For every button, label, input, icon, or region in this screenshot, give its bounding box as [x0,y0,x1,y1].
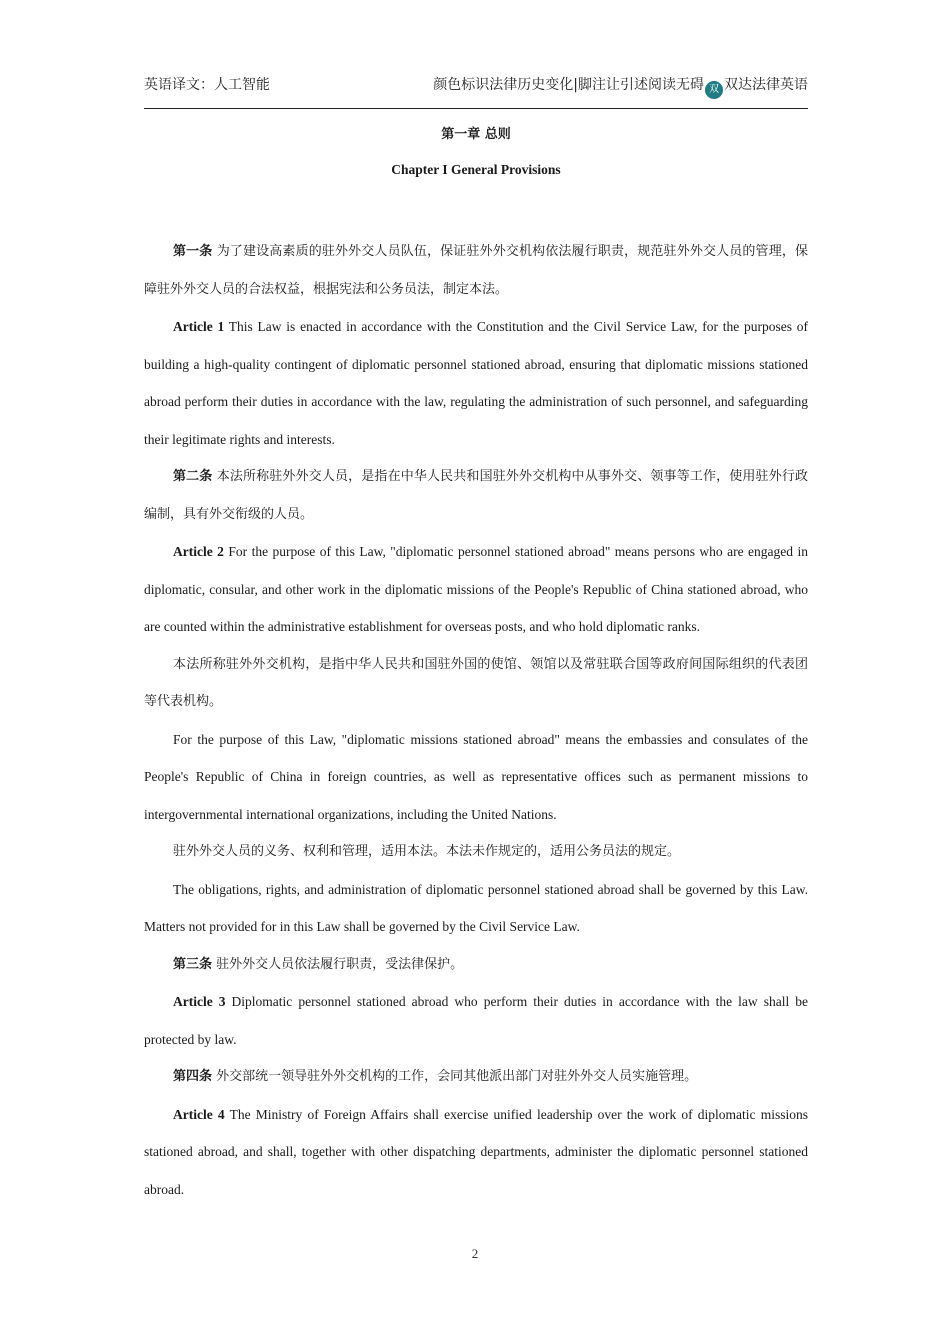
article-text: 驻外外交人员依法履行职责，受法律保护。 [212,956,464,972]
article-number: Article 4 [173,1106,225,1122]
article-paragraph-cn [144,833,808,871]
article-text: The obligations, rights, and administration of diplomatic personnel stationed abroad shall be governed by this Law. Matters not provided for in this Law shall be governed by the Civil Service Law. [144,881,808,934]
header-divider [144,108,808,109]
article-paragraph-cn [144,458,808,533]
article-number: 第三条 [173,956,213,972]
document-body [144,122,808,1208]
article-number: Article 1 [173,319,225,334]
article-text: For the purpose of this Law, "diplomatic personnel stationed abroad" means persons who are engaged in diplomatic, consular, and other work in the diplomatic missions of the People's Republic of China stationed abroad, who are counted within the administrative establishment for overseas posts, and who hold diplomatic ranks. [144,544,808,634]
page-number: 2 [471,1246,479,1261]
article-paragraph-en [144,871,808,946]
header-brand-name: 双达法律英语 [724,77,808,93]
header-tagline: 颜色标识法律历史变化|脚注让引述阅读无碍 [433,77,704,93]
article-paragraph-en [144,983,808,1058]
page-header [144,74,808,94]
brand-logo-icon: 双 [705,81,723,99]
article-text: This Law is enacted in accordance with the Constitution and the Civil Service Law, for the purposes of building a high-quality contingent of diplomatic personnel stationed abroad, ensuring that diplomatic missions stationed abroad perform their duties in accordance with the law, regulating the administration of such personnel, and safeguarding their legitimate rights and interests. [144,319,808,447]
article-number: Article 3 [173,994,226,1009]
header-left-title: 英语译文：人工智能 [144,77,270,93]
article-number: 第四条 [173,1069,213,1084]
article-text: 本法所称驻外外交人员，是指在中华人民共和国驻外外交机构中从事外交、领事等工作，使用驻外行政编制，具有外交衔级的人员。 [144,469,808,522]
article-paragraph-en [144,533,808,646]
article-paragraph-en [144,721,808,834]
article-paragraph-cn [144,946,808,984]
article-text: 本法所称驻外外交机构，是指中华人民共和国驻外国的使馆、领馆以及常驻联合国等政府间国际组织的代表团等代表机构。 [144,656,808,709]
chapter-title-en: Chapter I General Provisions [391,162,561,177]
article-paragraph-cn [144,646,808,721]
article-number: 第二条 [173,469,213,484]
header-right-title [433,74,808,99]
article-text: 外交部统一领导驻外外交机构的工作，会同其他派出部门对驻外外交人员实施管理。 [212,1069,698,1084]
article-number: Article 2 [173,544,224,559]
article-paragraph-cn [144,1058,808,1096]
article-text: For the purpose of this Law, "diplomatic missions stationed abroad" means the embassies and consulates of the People's Republic of China in foreign countries, as well as representative offices such as permanent missions to intergovernmental international organizations, including the United Nations. [144,731,808,822]
article-text: The Ministry of Foreign Affairs shall exercise unified leadership over the work of diplomatic missions stationed abroad, and shall, together with other dispatching departments, administer the diplomatic personnel stationed abroad. [144,1106,808,1197]
article-text: Diplomatic personnel stationed abroad who perform their duties in accordance with the law shall be protected by law. [144,994,808,1047]
chapter-title-cn: 第一章 总则 [441,127,511,142]
article-paragraph-cn [144,233,808,308]
article-paragraph-en [144,1096,808,1209]
article-text: 为了建设高素质的驻外外交人员队伍，保证驻外外交机构依法履行职责，规范驻外外交人员的管理，保障驻外外交人员的合法权益，根据宪法和公务员法，制定本法。 [144,244,808,297]
article-number: 第一条 [173,244,213,259]
article-text: 驻外外交人员的义务、权利和管理，适用本法。本法未作规定的，适用公务员法的规定。 [173,844,681,859]
article-paragraph-en [144,308,808,458]
